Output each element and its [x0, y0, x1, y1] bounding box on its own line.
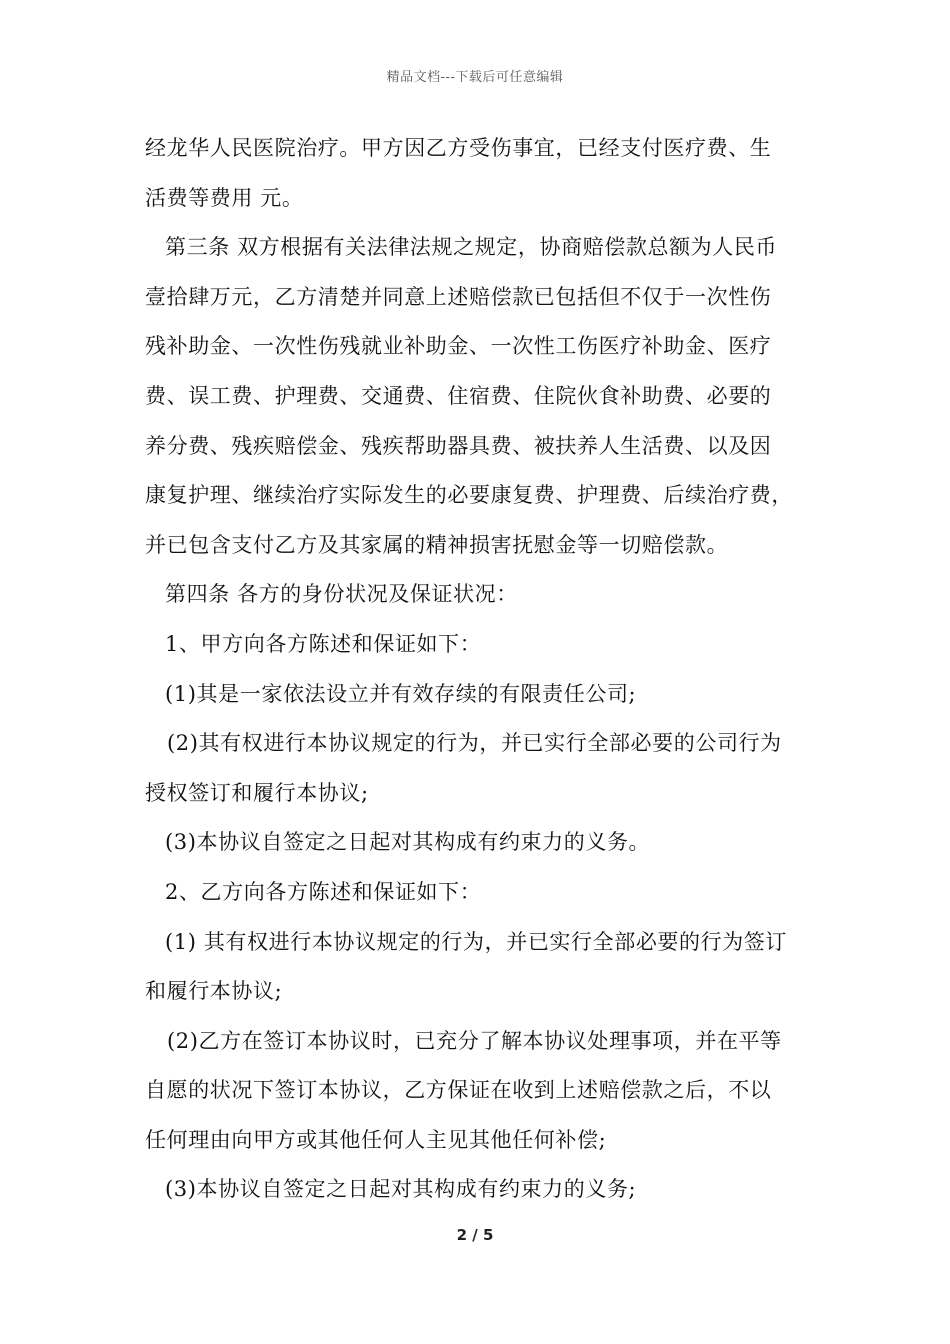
clause-1-item-3: (3)本协议自签定之日起对其构成有约束力的义务。	[165, 830, 651, 855]
article-4-heading: 第四条 各方的身份状况及保证状况：	[165, 582, 518, 607]
body-line: 壹拾肆万元，乙方清楚并同意上述赔偿款已包括但不仅于一次性伤	[145, 284, 772, 309]
document-body	[145, 124, 825, 1215]
clause-1-item-1: (1)其是一家依法设立并有效存续的有限责任公司;	[165, 681, 637, 706]
clause-1-item-2: (2)其有权进行本协议规定的行为，并已实行全部必要的公司行为	[167, 731, 782, 756]
body-line: 任何理由向甲方或其他任何人主见其他任何补偿;	[145, 1127, 607, 1152]
body-line: 残补助金、一次性伤残就业补助金、一次性工伤医疗补助金、医疗	[145, 334, 772, 359]
article-3-heading: 第三条 双方根据有关法律法规之规定，协商赔偿款总额为人民币	[165, 235, 778, 260]
body-line: 自愿的状况下签订本协议，乙方保证在收到上述赔偿款之后，不以	[145, 1078, 772, 1103]
clause-2-item-3: (3)本协议自签定之日起对其构成有约束力的义务;	[165, 1177, 637, 1202]
page-header: 精品文档---下载后可任意编辑	[386, 70, 564, 85]
body-line: 和履行本协议;	[145, 979, 283, 1004]
body-line: 并已包含支付乙方及其家属的精神损害抚慰金等一切赔偿款。	[145, 532, 729, 557]
clause-1-heading: 1、甲方向各方陈述和保证如下：	[165, 631, 482, 656]
clause-2-heading: 2、乙方向各方陈述和保证如下：	[165, 879, 482, 904]
body-line: 经龙华人民医院治疗。甲方因乙方受伤事宜，已经支付医疗费、生	[145, 136, 772, 160]
page-number: 2 / 5	[456, 1226, 494, 1244]
body-line: 活费等费用 元。	[145, 185, 304, 210]
clause-2-item-2: (2)乙方在签订本协议时，已充分了解本协议处理事项，并在平等	[167, 1028, 782, 1053]
body-line: 费、误工费、护理费、交通费、住宿费、住院伙食补助费、必要的	[145, 383, 772, 408]
clause-2-item-1: (1) 其有权进行本协议规定的行为，并已实行全部必要的行为签订	[165, 929, 788, 954]
body-line: 养分费、残疾赔偿金、残疾帮助器具费、被扶养人生活费、以及因	[145, 433, 772, 458]
body-line: 康复护理、继续治疗实际发生的必要康复费、护理费、后续治疗费，	[145, 483, 793, 508]
body-line: 授权签订和履行本协议;	[145, 780, 369, 805]
